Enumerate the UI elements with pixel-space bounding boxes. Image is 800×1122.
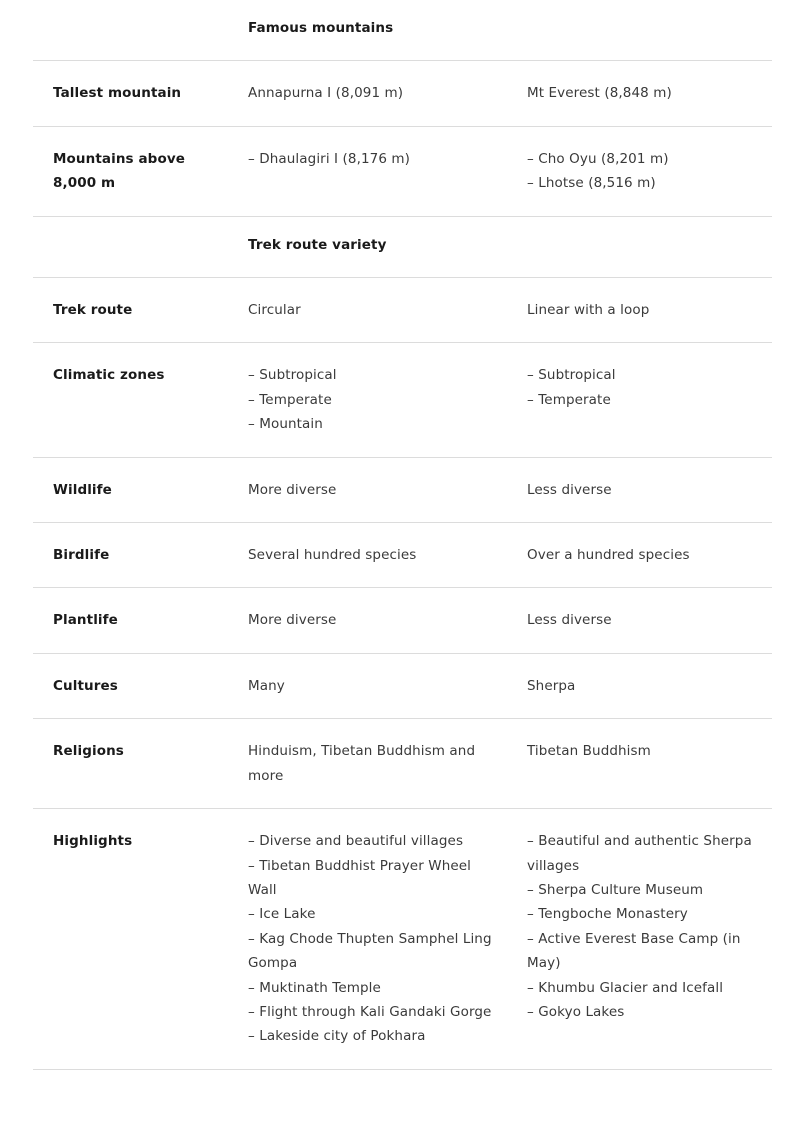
col1-cell: [228, 126, 506, 216]
col2-cell: [506, 61, 772, 126]
table-row-trek-route: [33, 278, 772, 343]
row-label: Religions: [33, 719, 228, 809]
table-row-religions: [33, 719, 772, 809]
cell-line: – Sherpa Culture Museum: [527, 881, 704, 898]
cell-line: Less diverse: [527, 481, 612, 498]
section-spacer-cell: [506, 0, 772, 61]
cell-line: – Tengboche Monastery: [527, 906, 688, 923]
cell-line: Several hundred species: [248, 547, 417, 564]
col1-cell: [228, 588, 506, 653]
cell-line: – Khumbu Glacier and Icefall: [527, 979, 724, 996]
section-row-trek-route-variety: [33, 216, 772, 277]
row-label: Wildlife: [33, 457, 228, 522]
comparison-table: [33, 0, 772, 1070]
cell-line: – Subtropical: [527, 367, 616, 384]
table-row-wildlife: [33, 457, 772, 522]
row-label: Birdlife: [33, 523, 228, 588]
table-row-cultures: [33, 653, 772, 718]
cell-line: – Diverse and beautiful villages: [248, 833, 464, 850]
table-row-plantlife: [33, 588, 772, 653]
table-row-climatic-zones: [33, 343, 772, 457]
row-label: Climatic zones: [33, 343, 228, 457]
cell-line: – Dhaulagiri I (8,176 m): [248, 150, 411, 167]
row-label: Trek route: [33, 278, 228, 343]
cell-line: Sherpa: [527, 677, 576, 694]
col2-cell: [506, 523, 772, 588]
row-label: Cultures: [33, 653, 228, 718]
cell-line: – Muktinath Temple: [248, 979, 381, 996]
cell-line: More diverse: [248, 612, 337, 629]
cell-line: – Lhotse (8,516 m): [527, 175, 656, 192]
section-title: Famous mountains: [228, 0, 506, 61]
col1-cell: [228, 61, 506, 126]
cell-line: Circular: [248, 302, 301, 319]
col2-cell: [506, 278, 772, 343]
col2-cell: [506, 719, 772, 809]
cell-line: – Beautiful and authentic Sherpa villages: [527, 833, 752, 874]
cell-line: – Active Everest Base Camp (in May): [527, 930, 741, 972]
cell-line: – Gokyo Lakes: [527, 1003, 625, 1020]
col2-cell: [506, 588, 772, 653]
table-row-highlights: [33, 809, 772, 1070]
section-spacer-cell: [33, 0, 228, 61]
section-spacer-cell: [506, 216, 772, 277]
row-label: Tallest mountain: [33, 61, 228, 126]
cell-line: Over a hundred species: [527, 547, 690, 564]
col2-cell: [506, 457, 772, 522]
cell-line: Linear with a loop: [527, 302, 650, 319]
col2-cell: [506, 126, 772, 216]
col1-cell: [228, 523, 506, 588]
col2-cell: [506, 343, 772, 457]
cell-line: Mt Everest (8,848 m): [527, 85, 672, 102]
col1-cell: [228, 343, 506, 457]
table-row-mountains-above-8000: [33, 126, 772, 216]
row-label: Mountains above 8,000 m: [33, 126, 228, 216]
cell-line: Annapurna I (8,091 m): [248, 85, 404, 102]
row-label: Plantlife: [33, 588, 228, 653]
col1-cell: [228, 278, 506, 343]
cell-line: – Cho Oyu (8,201 m): [527, 150, 669, 167]
section-spacer-cell: [33, 216, 228, 277]
col1-cell: [228, 809, 506, 1070]
cell-line: – Temperate: [248, 391, 332, 408]
cell-line: More diverse: [248, 481, 337, 498]
cell-line: Hinduism, Tibetan Buddhism and more: [248, 743, 476, 784]
table-row-birdlife: [33, 523, 772, 588]
col2-cell: [506, 653, 772, 718]
cell-line: Less diverse: [527, 612, 612, 629]
row-label: Highlights: [33, 809, 228, 1070]
cell-line: – Mountain: [248, 416, 323, 433]
cell-line: – Flight through Kali Gandaki Gorge: [248, 1003, 492, 1020]
table-row-tallest-mountain: [33, 61, 772, 126]
col1-cell: [228, 457, 506, 522]
cell-line: – Kag Chode Thupten Samphel Ling Gompa: [248, 930, 492, 972]
cell-line: – Lakeside city of Pokhara: [248, 1028, 426, 1045]
cell-line: – Subtropical: [248, 367, 337, 384]
section-row-famous-mountains: [33, 0, 772, 61]
col1-cell: [228, 719, 506, 809]
cell-line: Tibetan Buddhism: [527, 743, 651, 760]
col2-cell: [506, 809, 772, 1070]
cell-line: Many: [248, 677, 285, 694]
section-title: Trek route variety: [228, 216, 506, 277]
cell-line: – Temperate: [527, 391, 611, 408]
cell-line: – Ice Lake: [248, 906, 316, 923]
col1-cell: [228, 653, 506, 718]
cell-line: – Tibetan Buddhist Prayer Wheel Wall: [248, 857, 472, 898]
